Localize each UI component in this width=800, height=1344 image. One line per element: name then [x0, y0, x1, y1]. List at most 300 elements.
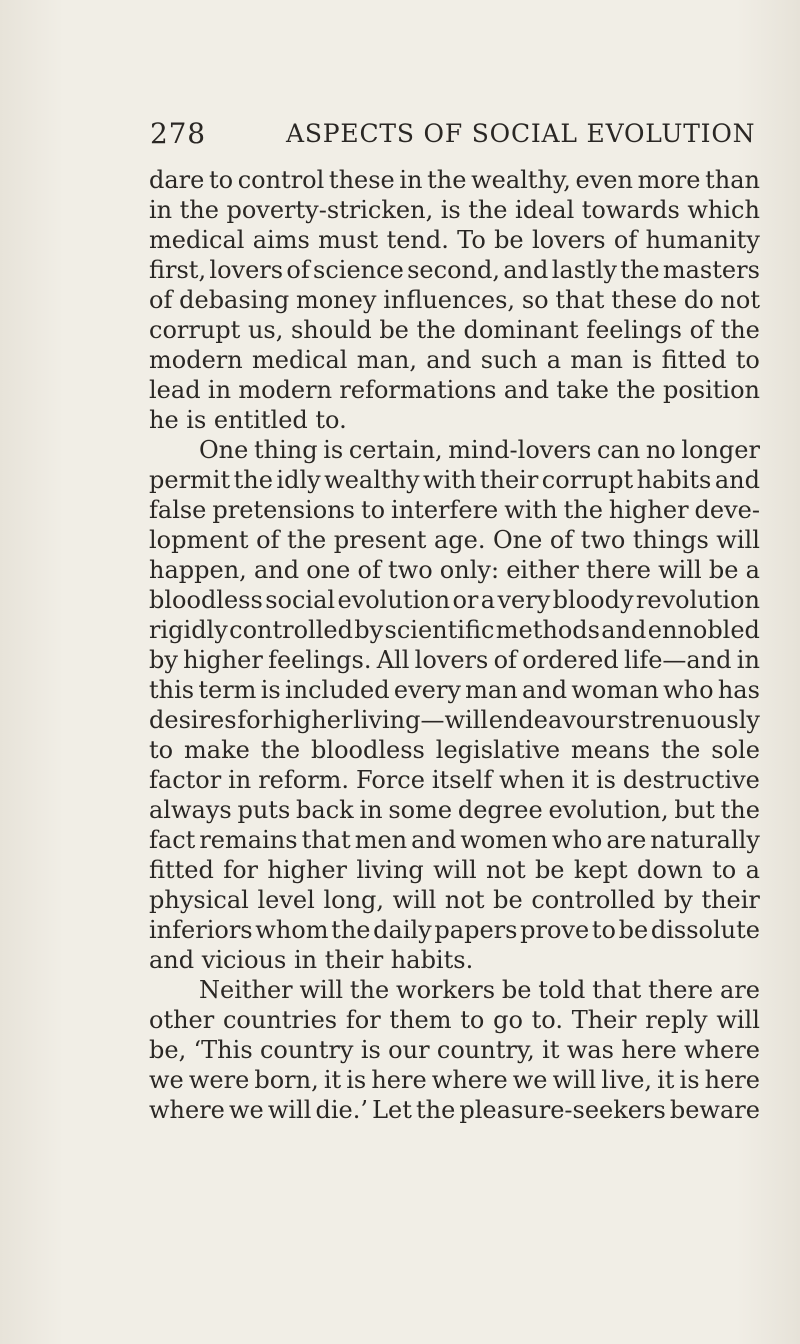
- word: corrupt: [149, 316, 241, 344]
- word: higher: [272, 706, 353, 734]
- word: thing: [253, 436, 318, 464]
- word: in: [736, 646, 760, 674]
- word: lastly: [551, 256, 617, 284]
- word: man: [465, 676, 518, 704]
- word: them: [389, 1006, 452, 1034]
- word: either: [506, 556, 579, 584]
- word: All: [376, 646, 410, 674]
- word: back: [296, 796, 354, 824]
- word: medical: [149, 226, 245, 254]
- word: beware: [669, 1096, 760, 1124]
- word: where: [684, 1036, 760, 1064]
- word: fitted: [149, 856, 214, 884]
- word: are: [606, 826, 647, 854]
- text-line: [149, 375, 760, 405]
- word: permit: [149, 466, 231, 494]
- text-line: [149, 225, 760, 255]
- word: who: [663, 676, 714, 704]
- word: Let: [372, 1096, 412, 1124]
- word: who: [551, 826, 603, 854]
- word: there: [586, 556, 651, 584]
- text-line: [149, 195, 760, 225]
- word: ideal: [515, 196, 575, 224]
- word: inferiors: [149, 916, 253, 944]
- word: their: [701, 886, 760, 914]
- word: be,: [149, 1036, 187, 1064]
- word: dissolute: [650, 916, 760, 944]
- word: legislative: [435, 736, 561, 764]
- text-line: [149, 1005, 760, 1035]
- word: life—and: [623, 646, 732, 674]
- word: the: [616, 376, 656, 404]
- word: and: [411, 826, 457, 854]
- text-line: [149, 855, 760, 885]
- word: feelings.: [268, 646, 372, 674]
- word: is: [260, 676, 281, 704]
- word: and: [503, 376, 549, 404]
- word: where: [149, 1096, 225, 1124]
- word: physical: [149, 886, 249, 914]
- paragraph-1: [149, 165, 760, 435]
- word: we: [228, 1096, 264, 1124]
- word: reply: [645, 1006, 708, 1034]
- word: will: [392, 886, 437, 914]
- word: even: [575, 166, 633, 194]
- text-line: [149, 435, 760, 465]
- word: to: [460, 1006, 485, 1034]
- word: remains: [199, 826, 298, 854]
- word: not: [486, 856, 526, 884]
- word: the: [468, 196, 508, 224]
- word: money: [295, 286, 377, 314]
- word: not: [720, 286, 760, 314]
- text-line: he is entitled to.: [149, 406, 347, 434]
- word: one: [306, 556, 351, 584]
- word: destructive: [622, 766, 760, 794]
- text-line: [149, 555, 760, 585]
- word: tend.: [386, 226, 449, 254]
- paragraph-3: [149, 975, 760, 1125]
- word: by: [663, 886, 693, 914]
- word: take: [556, 376, 609, 404]
- word: was: [566, 1036, 614, 1064]
- word: of: [149, 286, 173, 314]
- text-line: [149, 735, 760, 765]
- word: methods: [495, 616, 600, 644]
- word: feelings: [586, 316, 682, 344]
- word: two: [580, 526, 626, 554]
- word: for: [237, 706, 273, 734]
- word: rigidly: [149, 616, 228, 644]
- word: here: [621, 1036, 677, 1064]
- word: controlled: [531, 886, 656, 914]
- word: must: [318, 226, 379, 254]
- word: than: [705, 166, 760, 194]
- word: by: [354, 616, 384, 644]
- word: poverty-stricken,: [226, 196, 434, 224]
- word: will: [658, 556, 702, 584]
- word: wealthy,: [471, 166, 571, 194]
- word: are: [719, 976, 760, 1004]
- text-line: [149, 645, 760, 675]
- text-line: [149, 1065, 760, 1095]
- word: will: [552, 1066, 597, 1094]
- word: higher: [608, 496, 689, 524]
- word: these: [328, 166, 395, 194]
- word: in: [149, 196, 173, 224]
- word: lopment: [149, 526, 249, 554]
- text-line: [149, 255, 760, 285]
- word: the: [416, 316, 456, 344]
- word: here: [704, 1066, 760, 1094]
- word: modern: [238, 376, 333, 404]
- word: factor: [149, 766, 222, 794]
- word: very: [497, 586, 551, 614]
- word: living: [356, 856, 424, 884]
- word: bloodless: [311, 736, 425, 764]
- word: told: [538, 976, 586, 1004]
- word: will: [716, 526, 760, 554]
- word: to.: [531, 1006, 563, 1034]
- word: scientific: [384, 616, 495, 644]
- text-line: [149, 765, 760, 795]
- word: debasing: [179, 286, 290, 314]
- word: be: [708, 556, 739, 584]
- word: will: [716, 1006, 760, 1034]
- word: the: [233, 466, 273, 494]
- word: dare: [149, 166, 205, 194]
- word: and: [253, 556, 300, 584]
- word: there: [648, 976, 714, 1004]
- word: country: [259, 1036, 354, 1064]
- word: is: [323, 436, 344, 464]
- word: by: [149, 646, 178, 674]
- word: lovers: [209, 256, 284, 284]
- word: no: [645, 436, 676, 464]
- word: man: [570, 346, 623, 374]
- word: so: [521, 286, 549, 314]
- word: were: [188, 1066, 250, 1094]
- word: a: [546, 346, 562, 374]
- text-line: [149, 465, 760, 495]
- word: pretensions: [212, 496, 355, 524]
- word: is: [595, 766, 616, 794]
- word: medical: [252, 346, 348, 374]
- word: the: [720, 316, 760, 344]
- word: in: [207, 376, 232, 404]
- word: bloodless: [149, 586, 263, 614]
- text-line: [149, 285, 760, 315]
- word: or: [452, 586, 479, 614]
- text-line: [149, 165, 760, 195]
- text-line: [149, 795, 760, 825]
- word: to: [735, 346, 760, 374]
- word: we: [149, 1066, 184, 1094]
- word: towards: [581, 196, 680, 224]
- word: science: [313, 256, 404, 284]
- word: always: [149, 796, 232, 824]
- word: prove: [520, 916, 590, 944]
- word: do: [683, 286, 714, 314]
- text-line: [149, 1035, 760, 1065]
- text-line: [149, 675, 760, 705]
- word: controlled: [229, 616, 353, 644]
- word: strenuously: [617, 706, 760, 734]
- word: workers: [396, 976, 496, 1004]
- word: bloody: [552, 586, 634, 614]
- word: for: [223, 856, 259, 884]
- word: and: [601, 616, 647, 644]
- word: of: [286, 256, 310, 284]
- page-number: 278: [150, 117, 206, 150]
- word: should: [290, 316, 372, 344]
- word: included: [284, 676, 390, 704]
- text-line: [149, 495, 760, 525]
- word: be: [379, 316, 409, 344]
- word: revolution: [635, 586, 760, 614]
- word: of: [549, 526, 574, 554]
- word: in: [228, 766, 252, 794]
- word: is: [346, 1066, 367, 1094]
- word: their: [479, 466, 539, 494]
- word: in: [359, 796, 383, 824]
- word: One: [492, 526, 543, 554]
- word: of: [613, 226, 638, 254]
- word: To: [457, 226, 486, 254]
- text-line: [149, 315, 760, 345]
- word: naturally: [650, 826, 760, 854]
- word: will: [433, 856, 477, 884]
- page-header: [150, 117, 756, 153]
- word: of: [493, 646, 517, 674]
- word: woman: [571, 676, 659, 704]
- word: to: [712, 856, 737, 884]
- word: be: [501, 976, 532, 1004]
- word: to: [360, 496, 386, 524]
- text-line: [149, 705, 760, 735]
- word: our: [388, 1036, 430, 1064]
- word: deve-: [694, 496, 760, 524]
- word: Neither: [199, 976, 293, 1004]
- word: ennobled: [647, 616, 760, 644]
- word: papers: [434, 916, 518, 944]
- word: the: [179, 196, 219, 224]
- word: to: [149, 736, 174, 764]
- word: itself: [431, 766, 493, 794]
- word: has: [717, 676, 760, 704]
- word: some: [388, 796, 453, 824]
- word: ‘This: [193, 1036, 253, 1064]
- word: degree: [457, 796, 543, 824]
- word: aims: [252, 226, 310, 254]
- word: the: [349, 976, 390, 1004]
- word: will: [299, 976, 344, 1004]
- word: masters: [662, 256, 760, 284]
- text-line: [149, 525, 760, 555]
- word: to: [208, 166, 234, 194]
- word: means: [571, 736, 651, 764]
- text-line: and vicious in their habits.: [149, 946, 474, 974]
- word: reform.: [258, 766, 350, 794]
- word: women: [460, 826, 548, 854]
- word: and: [521, 676, 568, 704]
- body-text: [149, 165, 760, 1125]
- word: make: [184, 736, 250, 764]
- word: mind-lovers: [448, 436, 592, 464]
- word: whom: [255, 916, 329, 944]
- word: live,: [601, 1066, 653, 1094]
- text-line: [149, 975, 760, 1005]
- word: here: [371, 1066, 427, 1094]
- word: pleasure-seekers: [459, 1096, 666, 1124]
- word: with: [504, 496, 558, 524]
- word: die.’: [315, 1096, 368, 1124]
- word: this: [149, 676, 195, 704]
- word: evolution: [337, 586, 451, 614]
- word: kept: [573, 856, 628, 884]
- word: the: [427, 166, 467, 194]
- word: higher: [267, 856, 348, 884]
- word: evolution,: [548, 796, 669, 824]
- word: men: [354, 826, 408, 854]
- word: first,: [149, 256, 207, 284]
- word: other: [149, 1006, 215, 1034]
- word: be: [534, 856, 565, 884]
- word: longer: [681, 436, 760, 464]
- word: modern: [149, 346, 243, 374]
- word: the: [563, 496, 603, 524]
- word: us,: [247, 316, 284, 344]
- word: puts: [237, 796, 291, 824]
- word: is: [360, 1036, 381, 1064]
- word: that: [592, 976, 642, 1004]
- word: desires: [149, 706, 237, 734]
- word: daily: [373, 916, 432, 944]
- text-line: [149, 915, 760, 945]
- word: it: [542, 1036, 560, 1064]
- word: lovers: [531, 226, 606, 254]
- word: endeavour: [488, 706, 618, 734]
- word: be: [494, 226, 524, 254]
- word: the: [331, 916, 371, 944]
- running-title: ASPECTS OF SOCIAL EVOLUTION: [286, 119, 756, 148]
- word: things: [632, 526, 709, 554]
- word: born,: [254, 1066, 319, 1094]
- word: is: [632, 346, 653, 374]
- word: it: [571, 766, 590, 794]
- word: man,: [356, 346, 417, 374]
- word: age.: [433, 526, 486, 554]
- word: the: [720, 796, 760, 824]
- word: dominant: [463, 316, 579, 344]
- word: wealthy: [324, 466, 420, 494]
- word: interfere: [391, 496, 499, 524]
- word: only:: [439, 556, 500, 584]
- word: we: [512, 1066, 548, 1094]
- word: fitted: [661, 346, 727, 374]
- word: Force: [355, 766, 425, 794]
- word: to: [591, 916, 616, 944]
- word: long,: [323, 886, 385, 914]
- word: that: [301, 826, 351, 854]
- word: of: [357, 556, 381, 584]
- word: and: [503, 256, 549, 284]
- word: Their: [571, 1006, 637, 1034]
- word: can: [596, 436, 641, 464]
- word: a: [745, 556, 760, 584]
- word: which: [687, 196, 760, 224]
- text-line: [149, 585, 760, 615]
- text-line: [149, 825, 760, 855]
- word: influences,: [383, 286, 516, 314]
- word: present: [333, 526, 427, 554]
- word: every: [393, 676, 461, 704]
- word: will: [267, 1096, 312, 1124]
- word: the: [661, 736, 701, 764]
- word: lead: [149, 376, 201, 404]
- word: humanity: [645, 226, 760, 254]
- word: term: [198, 676, 257, 704]
- word: One: [199, 436, 249, 464]
- text-line: [149, 885, 760, 915]
- word: false: [149, 496, 207, 524]
- text-line: [149, 345, 760, 375]
- word: of: [689, 316, 713, 344]
- word: ordered: [522, 646, 619, 674]
- word: reformations: [339, 376, 497, 404]
- word: habits: [636, 466, 712, 494]
- word: where: [431, 1066, 508, 1094]
- word: a: [480, 586, 496, 614]
- word: but: [674, 796, 715, 824]
- word: and: [714, 466, 760, 494]
- text-line: [149, 615, 760, 645]
- word: idly: [276, 466, 321, 494]
- word: down: [636, 856, 703, 884]
- word: level: [257, 886, 315, 914]
- word: it: [657, 1066, 675, 1094]
- word: that: [555, 286, 605, 314]
- text-line: [149, 1095, 760, 1125]
- word: higher: [183, 646, 263, 674]
- word: the: [415, 1096, 456, 1124]
- word: when: [499, 766, 565, 794]
- word: country,: [436, 1036, 535, 1064]
- word: the: [286, 526, 327, 554]
- word: go: [493, 1006, 523, 1034]
- word: with: [423, 466, 477, 494]
- word: certain,: [348, 436, 443, 464]
- word: living—will: [353, 706, 489, 734]
- word: corrupt: [541, 466, 634, 494]
- word: control: [237, 166, 325, 194]
- word: second,: [407, 256, 500, 284]
- word: two: [388, 556, 433, 584]
- word: sole: [711, 736, 760, 764]
- word: the: [260, 736, 301, 764]
- word: more: [637, 166, 701, 194]
- word: be: [493, 886, 523, 914]
- paragraph-2: [149, 435, 760, 975]
- word: not: [444, 886, 485, 914]
- word: position: [662, 376, 760, 404]
- word: social: [265, 586, 336, 614]
- word: countries: [222, 1006, 338, 1034]
- word: a: [745, 856, 760, 884]
- word: fact: [149, 826, 196, 854]
- word: for: [345, 1006, 381, 1034]
- word: and: [426, 346, 472, 374]
